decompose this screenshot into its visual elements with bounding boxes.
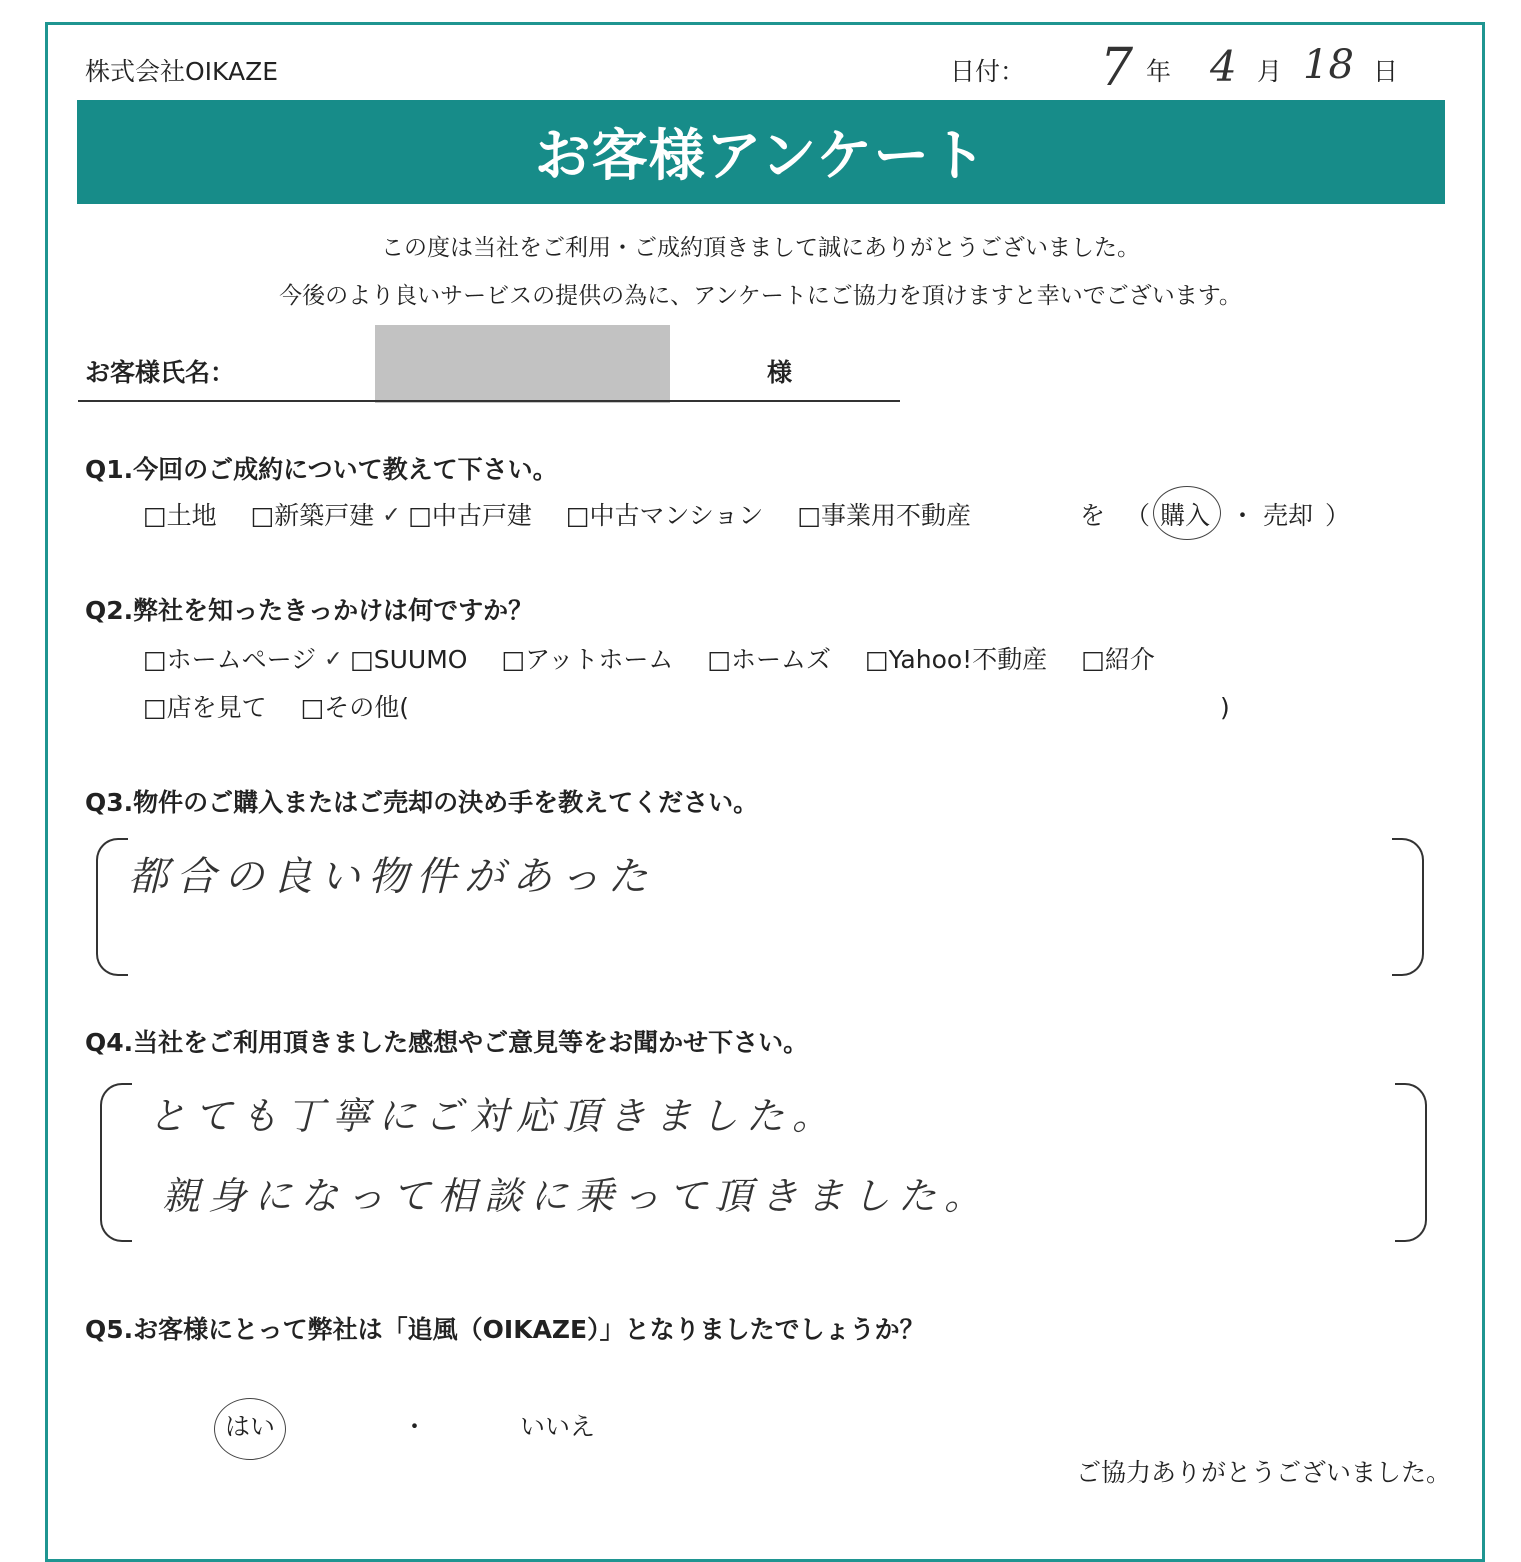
date-label: 日付： xyxy=(950,57,1026,86)
q4-answer-line-1: とても丁寧にご対応頂きました。 xyxy=(148,1094,839,1138)
check-mark-icon: ✓ xyxy=(324,647,343,672)
q2-question: Q2.弊社を知ったきっかけは何ですか？ xyxy=(85,596,534,625)
q4-bracket-right xyxy=(1395,1083,1427,1242)
q3-answer: 都合の良い物件があった xyxy=(128,854,656,900)
q1-option-land[interactable]: □土地 xyxy=(143,501,217,530)
q1-paren-open: （ xyxy=(1125,501,1151,530)
q1-paren-close: ） xyxy=(1325,501,1351,530)
q5-no[interactable]: いいえ xyxy=(520,1412,596,1441)
month-unit: 月 xyxy=(1257,57,1283,86)
q2-option-other[interactable]: □その他( xyxy=(300,693,409,722)
q1-option-used-house[interactable] xyxy=(382,501,532,531)
year-unit: 年 xyxy=(1146,57,1172,86)
company-name: 株式会社OIKAZE xyxy=(85,57,279,86)
date-year: 7 xyxy=(1100,38,1134,98)
q2-option-suumo-label: □SUUMO xyxy=(350,645,468,674)
q1-option-new-house[interactable]: □新築戸建 xyxy=(250,501,375,530)
q5-yes[interactable]: はい xyxy=(225,1412,276,1441)
page-title: お客様アンケート xyxy=(534,124,988,189)
q1-options xyxy=(143,501,971,531)
q4-bracket-left xyxy=(100,1083,132,1242)
date-month: 4 xyxy=(1210,42,1237,91)
q2-option-referral[interactable]: □紹介 xyxy=(1081,645,1155,674)
q2-options xyxy=(143,645,1155,675)
q1-choice-sell[interactable]: 売却 xyxy=(1263,501,1314,530)
q5-question: Q5.お客様にとって弊社は「追風（OIKAZE）」となりましたでしょうか？ xyxy=(85,1315,925,1344)
q1-option-used-house-label: □中古戸建 xyxy=(408,501,532,530)
name-underline xyxy=(78,400,900,402)
q2-option-athome[interactable]: □アットホーム xyxy=(501,645,674,674)
q2-option-yahoo[interactable]: □Yahoo!不動産 xyxy=(864,645,1048,674)
q1-option-used-mansion[interactable]: □中古マンション xyxy=(565,501,764,530)
date-day: 18 xyxy=(1303,42,1354,88)
title-banner xyxy=(77,100,1445,204)
q1-choice-buy[interactable]: 購入 xyxy=(1160,501,1211,530)
check-mark-icon: ✓ xyxy=(382,503,401,528)
redacted-name xyxy=(375,325,670,403)
selection-circle xyxy=(1153,486,1221,540)
q2-option-suumo[interactable] xyxy=(324,645,468,675)
selection-circle xyxy=(214,1398,286,1460)
intro-line-2: 今後のより良いサービスの提供の為に、アンケートにご協力を頂けますと幸いでございます。 xyxy=(279,283,1242,309)
q2-option-homepage[interactable]: □ホームページ xyxy=(143,645,317,674)
q3-bracket-right xyxy=(1392,838,1424,976)
q2-close-paren: ) xyxy=(1220,693,1230,722)
footer-thanks: ご協力ありがとうございました。 xyxy=(1075,1458,1451,1487)
q1-option-business[interactable]: □事業用不動産 xyxy=(797,501,971,530)
q4-answer-line-2: 親身になって相談に乗って頂きました。 xyxy=(162,1174,991,1218)
name-suffix: 様 xyxy=(767,358,793,387)
q3-bracket-left xyxy=(96,838,128,976)
name-label: お客様氏名： xyxy=(85,358,236,387)
q1-question: Q1.今回のご成約について教えて下さい。 xyxy=(85,455,558,484)
q3-question: Q3.物件のご購入またはご売却の決め手を教えてください。 xyxy=(85,788,759,817)
day-unit: 日 xyxy=(1373,57,1399,86)
q4-question: Q4.当社をご利用頂きました感想やご意見等をお聞かせ下さい。 xyxy=(85,1028,809,1057)
q1-particle: を xyxy=(1080,501,1106,530)
intro-line-1: この度は当社をご利用・ご成約頂きまして誠にありがとうございました。 xyxy=(381,235,1140,261)
q5-dot: ・ xyxy=(402,1412,428,1441)
q2-options-row2 xyxy=(143,693,409,723)
q2-option-homes[interactable]: □ホームズ xyxy=(707,645,831,674)
q2-option-store[interactable]: □店を見て xyxy=(143,693,267,722)
q1-dot: ・ xyxy=(1230,501,1256,530)
